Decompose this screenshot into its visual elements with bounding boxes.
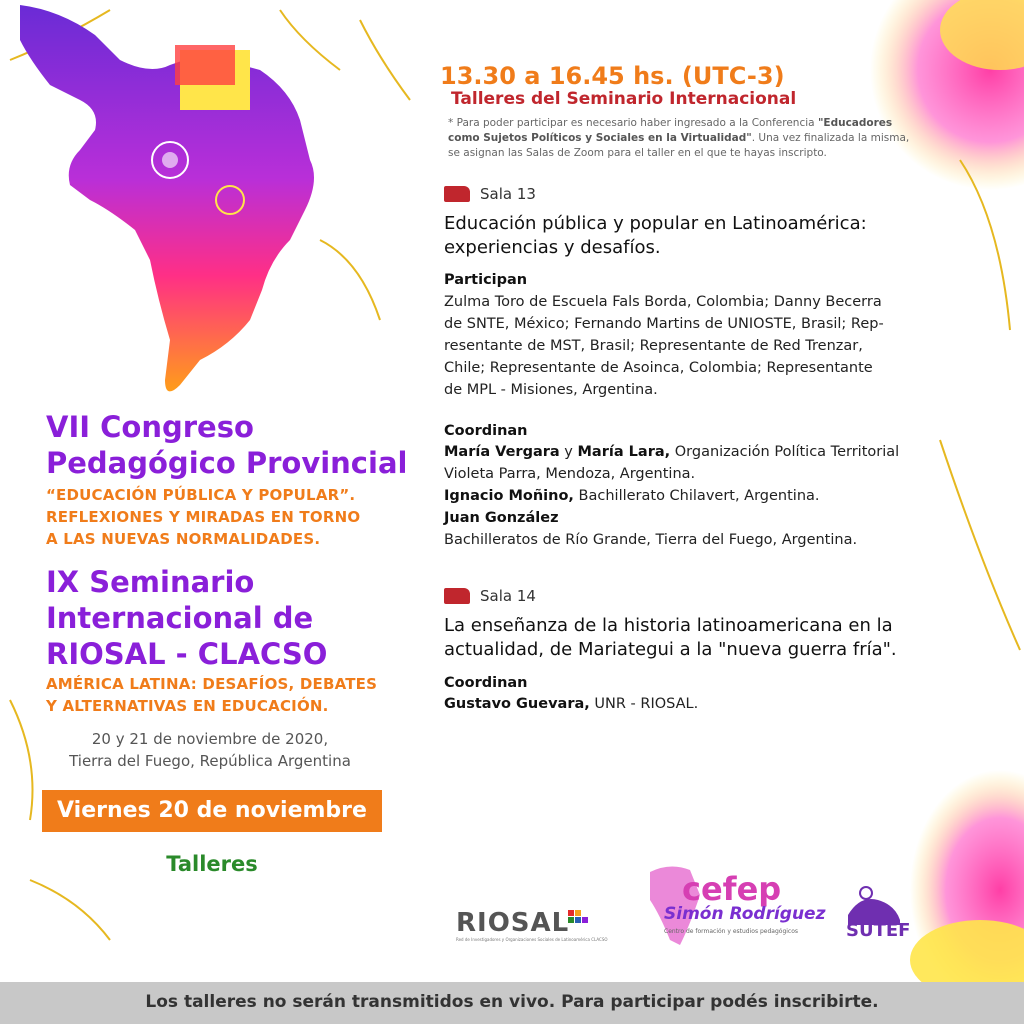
sala-13-header [444, 183, 536, 205]
top-right-blob [870, 0, 1024, 190]
coordinators-13: María Vergara y María Lara, Organización Política Territorial Violeta Parra, Mendoza, Argentina. Ignacio Moñino, Bachillerato Chilavert, Argentina. Juan González Bachilleratos de Río Grande, Tierra del Fuego, Argentina. [444, 444, 900, 548]
sutef-logo: SUTEF [846, 920, 911, 941]
cefep-logo: cefep [682, 870, 782, 908]
sala-13-title-line-1: Educación pública y popular en Latinoamérica: [444, 213, 867, 234]
participants-list: Zulma Toro de Escuela Fals Borda, Colombia; Danny Becerra de SNTE, México; Fernando Martins de UNIOSTE, Brasil; Rep- resentante de MST, Brasil; Representante de Red Trenzar, Chile; Representante de Asoinca, Colombia; Representante de MPL - Misiones, Argentina. [444, 294, 884, 398]
congreso-subtitle-line-1: “EDUCACIÓN PÚBLICA Y POPULAR”. [46, 486, 356, 504]
sala-14-title-line-1: La enseñanza de la historia latinoamericana en la [444, 615, 893, 636]
congreso-subtitle-line-3: A LAS NUEVAS NORMALIDADES. [46, 530, 321, 548]
section-heading: Talleres del Seminario Internacional [451, 89, 797, 109]
participan-label: Participan [444, 272, 528, 288]
seminario-subtitle-line-1: AMÉRICA LATINA: DESAFÍOS, DEBATES [46, 675, 378, 693]
sala-14-label: Sala 14 [480, 587, 536, 605]
cefep-subtitle: Simón Rodríguez [664, 904, 826, 924]
seminario-title-line-2: Internacional de [46, 601, 314, 635]
congreso-title-line-2: Pedagógico Provincial [46, 446, 408, 480]
participation-note: * Para poder participar es necesario haber ingresado a la Conferencia "Educadores como Sujetos Políticos y Sociales en la Virtualidad". Una vez finalizada la misma, se asignan las Salas de Zoom para el taller en el que te hayas inscripto. [448, 117, 910, 159]
cefep-tagline: Centro de formación y estudios pedagógicos [664, 928, 799, 935]
sala-13-title-line-2: experiencias y desafíos. [444, 237, 661, 258]
schedule-time: 13.30 a 16.45 hs. (UTC-3) [440, 62, 785, 90]
coordinan-label-14: Coordinan [444, 675, 528, 691]
riosal-logo: RIOSAL [456, 908, 570, 938]
seminario-title-line-3: RIOSAL - CLACSO [46, 637, 328, 671]
bottom-banner: Los talleres no serán transmitidos en vivo. Para participar podés inscribirte. [0, 982, 1024, 1024]
latin-america-map [20, 5, 314, 391]
riosal-tagline: Red de Investigadores y Organizaciones Sociales de Latinoamérica CLACSO [456, 937, 608, 942]
sala-13-label: Sala 13 [480, 185, 536, 203]
bottom-right-blob [910, 770, 1024, 1010]
day-badge: Viernes 20 de noviembre [42, 790, 382, 832]
seminario-subtitle-line-2: Y ALTERNATIVAS EN EDUCACIÓN. [46, 697, 329, 715]
event-location: Tierra del Fuego, República Argentina [69, 752, 351, 770]
riosal-logo-mark [568, 910, 588, 923]
coordinators-14: Gustavo Guevara, UNR - RIOSAL. [444, 696, 699, 712]
congreso-subtitle-line-2: REFLEXIONES Y MIRADAS EN TORNO [46, 508, 361, 526]
seminario-title-line-1: IX Seminario [46, 565, 255, 599]
sala-14-title-line-2: actualidad, de Mariategui a la "nueva guerra fría". [444, 639, 897, 660]
congreso-title-line-1: VII Congreso [46, 410, 254, 444]
flag-icon [444, 186, 470, 202]
talleres-label: Talleres [166, 852, 258, 876]
coordinan-label-13: Coordinan [444, 423, 528, 439]
flag-icon [444, 588, 470, 604]
sala-14-header [444, 585, 536, 607]
event-date: 20 y 21 de noviembre de 2020, [91, 730, 329, 748]
